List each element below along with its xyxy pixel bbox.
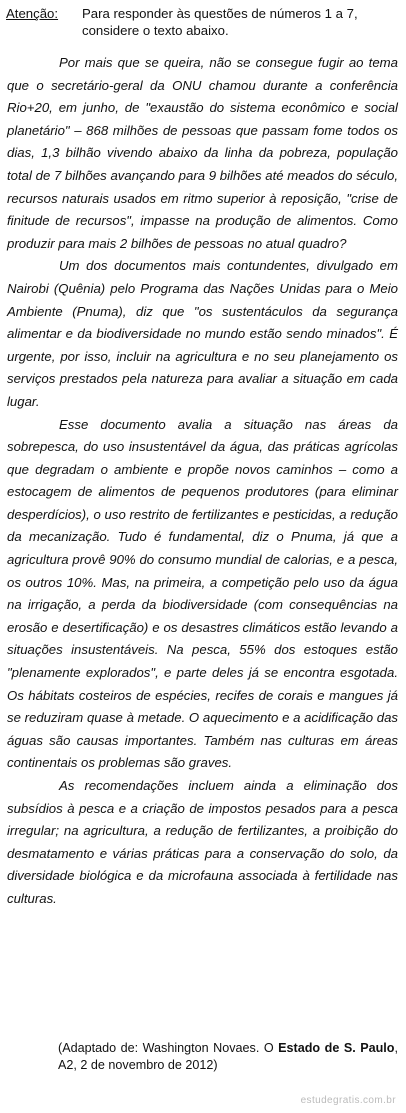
attention-note xyxy=(6,5,398,39)
paragraph-4: As recomendações incluem ainda a eliminação dos subsídios à pesca e a criação de impostos pesados para a pesca irregular; na agricultura, a redução de fertilizantes, a proibição do desmatamento e várias práticas para a conservação do solo, da diversidade biológica e da microfauna associada à fertilidade nas culturas. xyxy=(7,778,398,906)
site-watermark: estudegratis.com.br xyxy=(300,1095,396,1106)
article-body xyxy=(7,52,398,911)
paragraph-1: Por mais que se queira, não se consegue fugir ao tema que o secretário-geral da ONU chamou durante a conferência Rio+20, em junho, de "exaustão do sistema econômico e social planetário" – 868 milhões de pessoas que passam fome todos os dias, 1,3 bilhão vivendo abaixo da linha da pobreza, população total de 7 bilhões avançando para 9 bilhões até meados do século, recursos naturais usados em ritmo superior à reposição, "crise de finitude de recursos", impasse na produção de alimentos. Como produzir para mais 2 bilhões de pessoas no atual quadro? xyxy=(7,55,398,251)
attention-label: Atenção: xyxy=(6,6,59,21)
source-prefix: (Adaptado de: Washington Novaes. O xyxy=(58,1041,279,1055)
attention-text: Para responder às questões de números 1 a 7, considere o texto abaixo. xyxy=(82,6,358,38)
paragraph-2: Um dos documentos mais contundentes, divulgado em Nairobi (Quênia) pelo Programa das Nações Unidas para o Meio Ambiente (Pnuma), diz que "os sustentáculos da segurança alimentar e da biodiversidade no mundo estão sendo minados". É urgente, por isso, incluir na agricultura e no seu planejamento os serviços prestados pela natureza para avaliar a situação em cada lugar. xyxy=(7,258,398,409)
source-publication: Estado de S. Paulo xyxy=(278,1041,395,1055)
paragraph-3: Esse documento avalia a situação nas áreas da sobrepesca, do uso insustentável da água, das práticas agrícolas que degradam o ambiente e propõe novos caminhos – como a estocagem de alimentos de pequenos produtores (para eliminar desperdícios), o uso restrito de fertilizantes e pesticidas, a redução da mecanização. Tudo é fundamental, diz o Pnuma, já que a agricultura provê 90% do consumo mundial de calorias, e a pesca, os outros 10%. Mas, na primeira, a competição pelo uso da água na irrigação, a perda da biodiversidade (com consequências na erosão e desertificação) e os desastres climáticos estão levando a situações insustentáveis. Na pesca, 55% dos estoques estão "plenamente explorados", e parte deles já se encontra esgotada. Os hábitats costeiros de espécies, recifes de corais e mangues já se reduziram quase à metade. O aquecimento e a acidificação das águas são causas importantes. Também nas culturas em áreas continentais os problemas são graves. xyxy=(7,416,398,771)
source-citation xyxy=(58,1040,398,1074)
source-suffix: , A2, 2 de novembro de 2012) xyxy=(58,1041,398,1072)
